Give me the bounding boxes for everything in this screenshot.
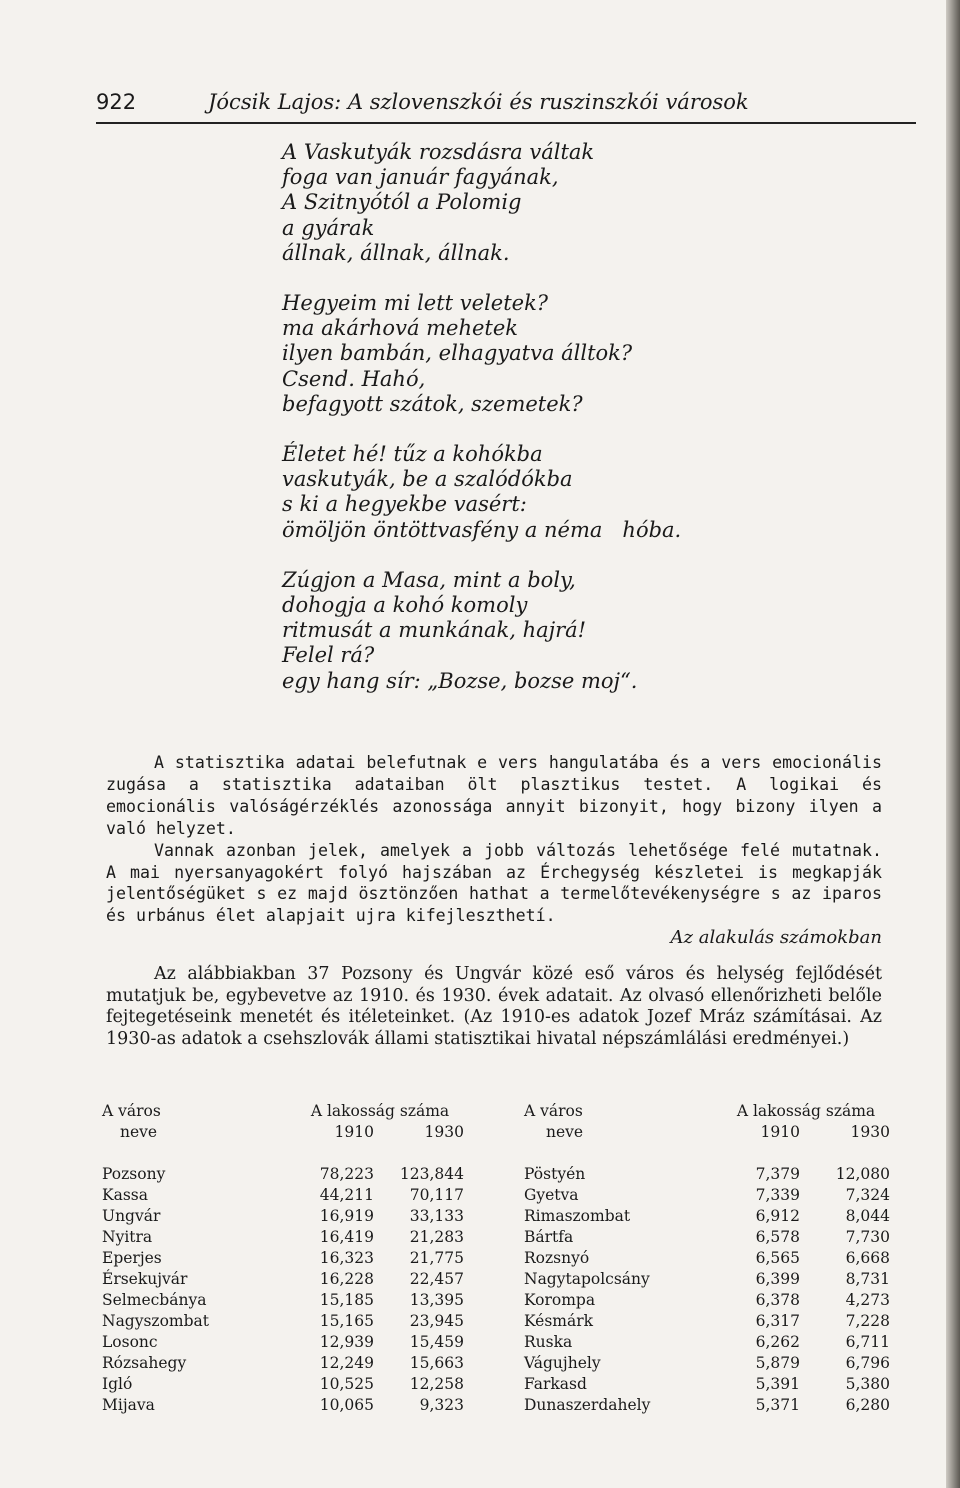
poem-line: dohogja a kohó komoly — [282, 593, 528, 618]
city-name-cell: Eperjes — [102, 1248, 162, 1267]
city-name-cell: Dunaszerdahely — [524, 1395, 651, 1414]
population-1910-cell: 15,185 — [319, 1290, 374, 1309]
table-row — [524, 1373, 890, 1394]
population-1910-cell: 16,228 — [319, 1269, 374, 1288]
table-row — [102, 1205, 464, 1226]
city-name-cell: Nagyszombat — [102, 1311, 210, 1330]
table-row — [102, 1289, 464, 1310]
population-1930-cell: 21,775 — [409, 1248, 464, 1267]
table-row — [102, 1352, 464, 1373]
col-header-year-1910: 1910 — [760, 1122, 800, 1141]
population-1910-cell: 10,525 — [319, 1374, 374, 1393]
population-1930-cell: 5,380 — [845, 1374, 890, 1393]
table-row — [102, 1310, 464, 1331]
section-subheading: Az alakulás számokban — [670, 927, 882, 949]
poem-line: befagyott szátok, szemetek? — [282, 391, 583, 416]
poem-line: Csend. Hahó, — [282, 366, 426, 391]
population-1910-cell: 12,249 — [319, 1353, 374, 1372]
population-1910-cell: 16,919 — [319, 1206, 374, 1225]
population-1930-cell: 21,283 — [409, 1227, 464, 1246]
col-header-city-name: neve — [120, 1122, 158, 1141]
population-1930-cell: 6,280 — [845, 1395, 890, 1414]
population-table-right — [524, 1100, 890, 1415]
paragraph-statistics-mood: A statisztika adatai belefutnak e vers hangulatába és a vers emocionális zugása a statisztika adataiban ölt plasztikus testet. A logikai és emocionális valóságérzéklés azonossága annyit bizonyit, hogy bizony ilyen a való helyzet. — [106, 753, 882, 838]
table-row — [524, 1289, 890, 1310]
population-1910-cell: 5,371 — [755, 1395, 800, 1414]
population-1930-cell: 15,663 — [409, 1353, 464, 1372]
table-header-row — [102, 1121, 464, 1142]
city-name-cell: Rózsahegy — [102, 1353, 187, 1372]
poem-line: állnak, állnak, állnak. — [282, 240, 510, 265]
table-row — [102, 1373, 464, 1394]
population-1930-cell: 7,228 — [845, 1311, 890, 1330]
poem-stanza — [282, 442, 681, 543]
poem-line: Zúgjon a Masa, mint a boly, — [282, 567, 576, 592]
city-name-cell: Korompa — [524, 1290, 596, 1309]
table-row — [102, 1163, 464, 1184]
population-1930-cell: 23,945 — [409, 1311, 464, 1330]
table-row — [524, 1226, 890, 1247]
population-1910-cell: 5,879 — [755, 1353, 800, 1372]
poem-stanza — [282, 291, 681, 417]
table-row — [524, 1268, 890, 1289]
poem-stanza — [282, 568, 681, 694]
population-1930-cell: 6,711 — [845, 1332, 890, 1351]
population-table-left — [102, 1100, 464, 1415]
page-edge-shadow — [946, 0, 960, 1488]
city-name-cell: Rozsnyó — [524, 1248, 590, 1267]
population-1930-cell: 13,395 — [409, 1290, 464, 1309]
population-1910-cell: 6,378 — [755, 1290, 800, 1309]
city-name-cell: Rimaszombat — [524, 1206, 631, 1225]
population-1910-cell: 6,399 — [755, 1269, 800, 1288]
city-name-cell: Igló — [102, 1374, 133, 1393]
table-header-row — [102, 1100, 464, 1121]
population-1930-cell: 8,731 — [845, 1269, 890, 1288]
col-header-year-1930: 1930 — [424, 1122, 464, 1141]
poem-line: ömöljön öntöttvasfény a néma hóba. — [282, 517, 682, 542]
poem-line: vaskutyák, be a szalódókba — [282, 467, 573, 492]
population-1910-cell: 16,419 — [319, 1227, 374, 1246]
city-name-cell: Nagytapolcsány — [524, 1269, 650, 1288]
population-1930-cell: 7,730 — [845, 1227, 890, 1246]
page-number: 922 — [96, 90, 137, 114]
population-1910-cell: 15,165 — [319, 1311, 374, 1330]
population-1930-cell: 123,844 — [399, 1164, 464, 1183]
col-header-population: A lakosság száma — [736, 1101, 876, 1120]
poem-line: Hegyeim mi lett veletek? — [282, 291, 549, 316]
col-header-year-1910: 1910 — [334, 1122, 374, 1141]
population-1930-cell: 6,668 — [845, 1248, 890, 1267]
city-name-cell: Pozsony — [102, 1164, 166, 1183]
population-1910-cell: 7,339 — [755, 1185, 800, 1204]
city-name-cell: Losonc — [102, 1332, 158, 1351]
table-row — [524, 1352, 890, 1373]
table-row — [524, 1331, 890, 1352]
poem-line: A Vaskutyák rozsdásra váltak — [282, 140, 595, 164]
poem-line: foga van január fagyának, — [282, 165, 559, 190]
population-1910-cell: 6,317 — [755, 1311, 800, 1330]
poem-line: a gyárak — [282, 215, 375, 240]
city-name-cell: Gyetva — [524, 1185, 579, 1204]
col-header-population: A lakosság száma — [310, 1101, 450, 1120]
population-1910-cell: 6,262 — [755, 1332, 800, 1351]
poem-line: s ki a hegyekbe vasért: — [282, 492, 527, 517]
population-1930-cell: 8,044 — [845, 1206, 890, 1225]
poem-line: Életet hé! tűz a kohókba — [282, 442, 543, 467]
table-row — [102, 1226, 464, 1247]
population-1910-cell: 10,065 — [319, 1395, 374, 1414]
city-name-cell: Ruska — [524, 1332, 573, 1351]
table-row — [102, 1247, 464, 1268]
poem-line: Felel rá? — [282, 643, 375, 668]
table-row — [524, 1310, 890, 1331]
poem-line: ritmusát a munkának, hajrá! — [282, 618, 587, 643]
city-name-cell: Selmecbánya — [102, 1290, 207, 1309]
table-row — [102, 1394, 464, 1415]
table-row — [102, 1184, 464, 1205]
table-header-row — [524, 1100, 890, 1121]
city-name-cell: Bártfa — [524, 1227, 574, 1246]
population-1910-cell: 5,391 — [755, 1374, 800, 1393]
population-1930-cell: 12,258 — [409, 1374, 464, 1393]
city-name-cell: Kassa — [102, 1185, 148, 1204]
city-name-cell: Nyitra — [102, 1227, 153, 1246]
population-1930-cell: 7,324 — [845, 1185, 890, 1204]
population-1910-cell: 6,565 — [755, 1248, 800, 1267]
poem-line: ma akárhová mehetek — [282, 316, 519, 341]
population-1910-cell: 78,223 — [319, 1164, 374, 1183]
city-name-cell: Vágujhely — [524, 1353, 601, 1372]
table-row — [102, 1331, 464, 1352]
city-name-cell: Farkasd — [524, 1374, 587, 1393]
table-row — [524, 1247, 890, 1268]
population-1930-cell: 33,133 — [409, 1206, 464, 1225]
table-header-row — [524, 1121, 890, 1142]
population-1910-cell: 44,211 — [319, 1185, 374, 1204]
poem-line: ilyen bambán, elhagyatva álltok? — [282, 341, 633, 366]
city-name-cell: Érsekujvár — [102, 1269, 188, 1288]
city-name-cell: Ungvár — [102, 1206, 161, 1225]
population-1910-cell: 6,578 — [755, 1227, 800, 1246]
population-1910-cell: 16,323 — [319, 1248, 374, 1267]
col-header-year-1930: 1930 — [850, 1122, 890, 1141]
running-header — [96, 88, 916, 124]
table-row — [524, 1205, 890, 1226]
table-row — [524, 1184, 890, 1205]
prose-intro-table — [106, 964, 882, 1050]
population-1910-cell: 12,939 — [319, 1332, 374, 1351]
col-header-city: A város — [524, 1101, 583, 1120]
col-header-city: A város — [102, 1101, 161, 1120]
population-1930-cell: 70,117 — [409, 1185, 464, 1204]
col-header-city-name: neve — [546, 1122, 584, 1141]
population-1930-cell: 4,273 — [845, 1290, 890, 1309]
running-title: Jócsik Lajos: A szlovenszkói és ruszinszkói városok — [208, 90, 749, 114]
city-name-cell: Késmárk — [524, 1311, 594, 1330]
poem-line: egy hang sír: „Bozse, bozse moj“. — [282, 668, 638, 693]
city-name-cell: Mijava — [102, 1395, 155, 1414]
table-row — [524, 1394, 890, 1415]
table-row — [102, 1268, 464, 1289]
city-name-cell: Pöstyén — [524, 1164, 586, 1183]
population-1910-cell: 7,379 — [755, 1164, 800, 1183]
prose-section — [106, 752, 882, 949]
poem-stanza — [282, 140, 681, 266]
population-1910-cell: 6,912 — [755, 1206, 800, 1225]
population-1930-cell: 6,796 — [845, 1353, 890, 1372]
paragraph-table-intro: Az alábbiakban 37 Pozsony és Ungvár közé eső város és helység fejlődését mutatjuk be, egybevetve az 1910. és 1930. évek adatait. Az olvasó ellenőrizheti belőle fejtegetéseink menetét és itéleteinket. (Az 1910-es adatok Jozef Mráz számításai. Az 1930-as adatok a csehszlovák állami statisztikai hivatal népszámlálási eredményei.) — [106, 964, 882, 1049]
poem-line: A Szitnyótól a Polomig — [282, 190, 522, 215]
paragraph-signs-of-change: Vannak azonban jelek, amelyek a jobb változás lehetősége felé mutatnak. A mai nyersanyagokért folyó hajszában az Érchegység készletei is megkapják jelentőségüket s ez majd ösztönzően hathat a termelőtevékenységre s az iparos és urbánus élet alapjait ujra kifejleszthetí. — [106, 840, 882, 926]
population-1930-cell: 15,459 — [409, 1332, 464, 1351]
population-1930-cell: 22,457 — [409, 1269, 464, 1288]
population-1930-cell: 9,323 — [419, 1395, 464, 1414]
poem — [282, 140, 681, 719]
population-1930-cell: 12,080 — [835, 1164, 890, 1183]
table-row — [524, 1163, 890, 1184]
